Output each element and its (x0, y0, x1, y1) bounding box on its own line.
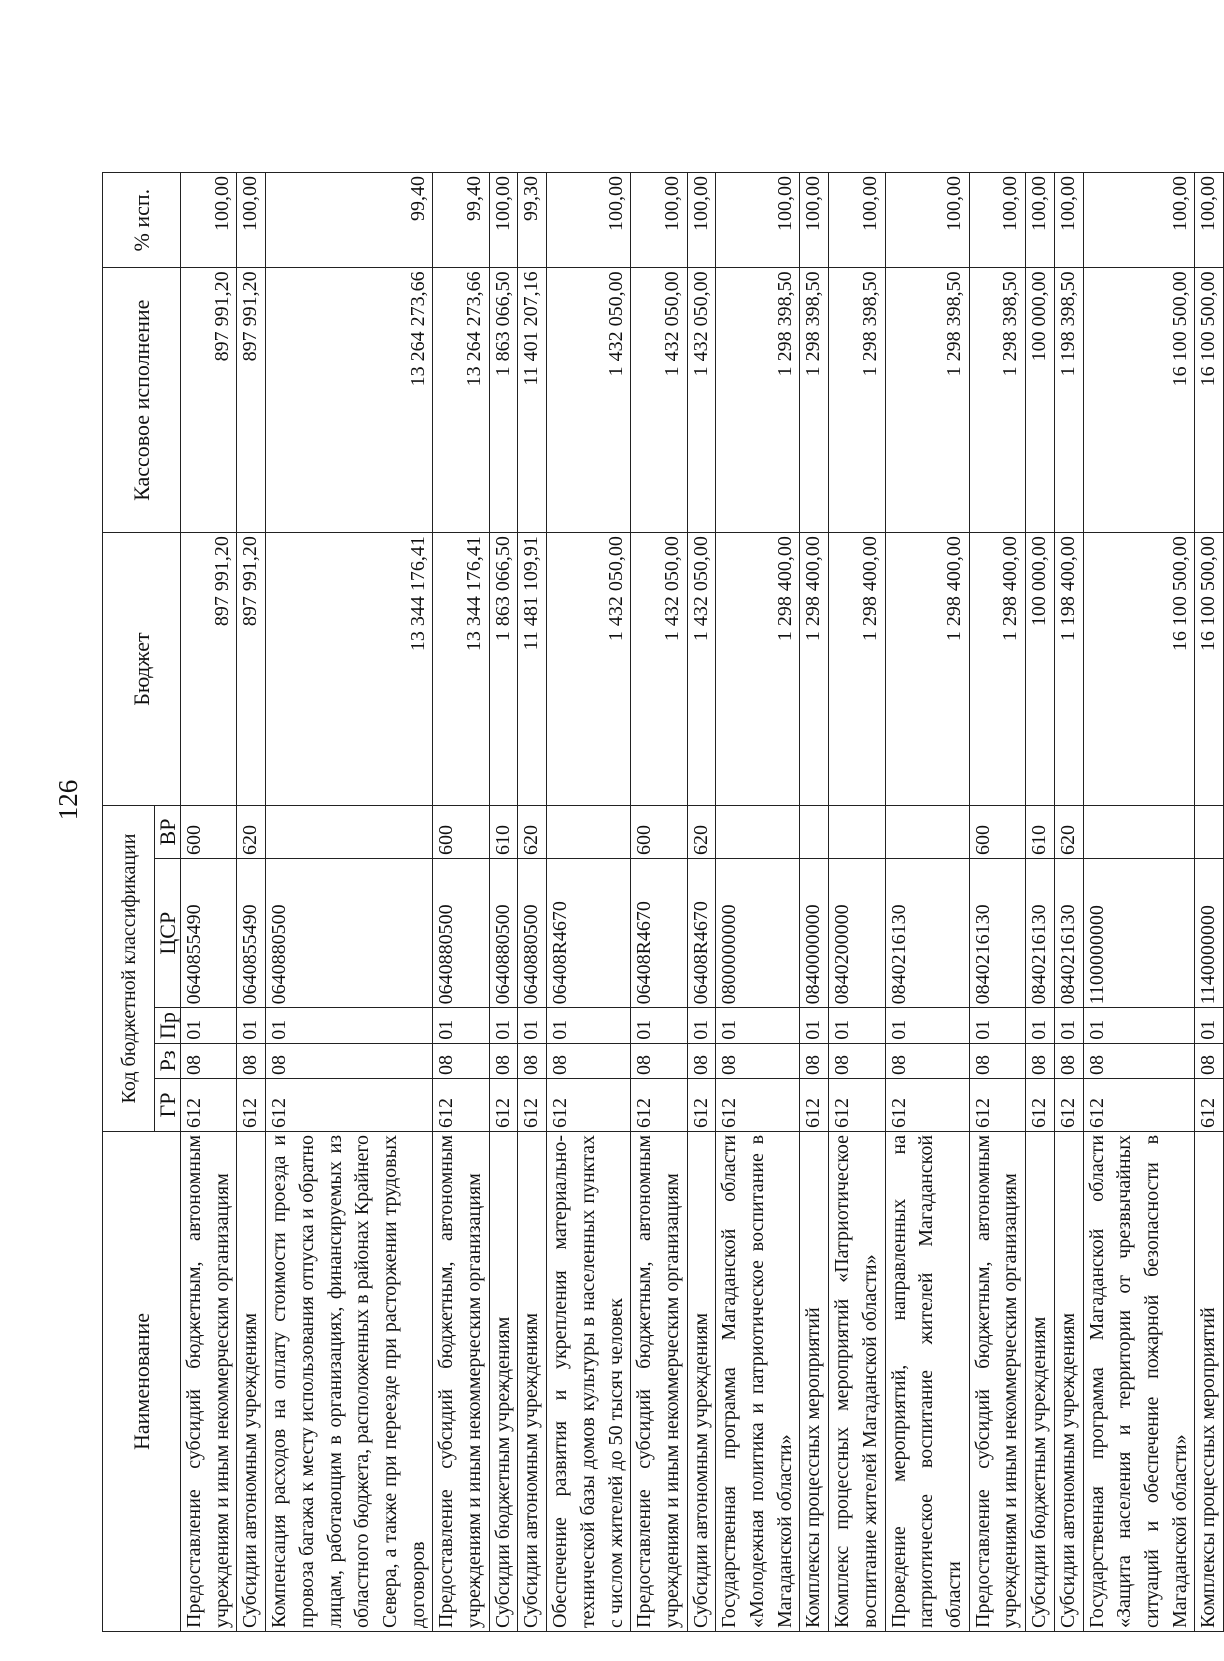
row-gr: 612 (631, 1079, 687, 1132)
row-csr: 0840216130 (1054, 859, 1083, 1008)
table-row (631, 173, 687, 1632)
row-gr: 612 (547, 1079, 631, 1132)
row-percent: 100,00 (631, 173, 687, 268)
row-cash: 1 298 398,50 (829, 268, 885, 533)
table-row (1083, 173, 1195, 1632)
row-vr: 600 (181, 806, 237, 859)
row-cash: 1 863 066,50 (489, 268, 518, 533)
row-pr: 01 (433, 1008, 489, 1043)
row-name: Субсидии автономным учреждениям (518, 1131, 547, 1631)
row-vr: 620 (687, 806, 716, 859)
row-cash: 1 432 050,00 (687, 268, 716, 533)
row-gr: 612 (181, 1079, 237, 1132)
row-budget: 1 298 400,00 (829, 533, 885, 806)
row-gr: 612 (800, 1079, 829, 1132)
row-rz: 08 (489, 1043, 518, 1078)
header-code-group: Код бюджетной классификации (103, 806, 155, 1132)
row-rz: 08 (716, 1043, 800, 1078)
row-vr: 610 (1026, 806, 1055, 859)
row-budget: 1 298 400,00 (885, 533, 969, 806)
row-percent: 100,00 (687, 173, 716, 268)
row-cash: 13 264 273,66 (266, 268, 433, 533)
row-pr: 01 (969, 1008, 1025, 1043)
row-rz: 08 (1054, 1043, 1083, 1078)
row-pr: 01 (716, 1008, 800, 1043)
row-csr: 0640855490 (237, 859, 266, 1008)
row-name: Предоставление субсидий бюджетным, автономным учреждениям и иным некоммерческим организациям (433, 1131, 489, 1631)
row-pr: 01 (829, 1008, 885, 1043)
row-cash: 897 991,20 (181, 268, 237, 533)
row-pr: 01 (800, 1008, 829, 1043)
row-percent: 100,00 (1083, 173, 1195, 268)
row-percent: 99,40 (433, 173, 489, 268)
row-rz: 08 (433, 1043, 489, 1078)
row-csr: 1100000000 (1083, 859, 1195, 1008)
row-name: Комплекс процессных мероприятий «Патриотическое воспитание жителей Магаданской области» (829, 1131, 885, 1631)
row-csr: 06408R4670 (631, 859, 687, 1008)
row-pr: 01 (181, 1008, 237, 1043)
row-name: Субсидии автономным учреждениям (1054, 1131, 1083, 1631)
row-pr: 01 (266, 1008, 433, 1043)
row-gr: 612 (1026, 1079, 1055, 1132)
row-budget: 1 863 066,50 (489, 533, 518, 806)
table-row (1054, 173, 1083, 1632)
row-name: Государственная программа Магаданской области «Защита населения и территории от чрезвычайных ситуаций и обеспечение пожарной безопасности в Магаданской области» (1083, 1131, 1195, 1631)
row-pr: 01 (489, 1008, 518, 1043)
table-row (489, 173, 518, 1632)
row-budget: 1 298 400,00 (716, 533, 800, 806)
row-csr: 0640880500 (433, 859, 489, 1008)
row-budget: 897 991,20 (237, 533, 266, 806)
header-cash: Кассовое исполнение (103, 268, 181, 533)
row-gr: 612 (433, 1079, 489, 1132)
row-cash: 11 401 207,16 (518, 268, 547, 533)
header-rz: Рз (155, 1043, 181, 1078)
row-rz: 08 (266, 1043, 433, 1078)
row-gr: 612 (687, 1079, 716, 1132)
row-rz: 08 (518, 1043, 547, 1078)
header-name: Наименование (103, 1131, 181, 1631)
row-pr: 01 (1083, 1008, 1195, 1043)
table-row (433, 173, 489, 1632)
row-name: Предоставление субсидий бюджетным, автономным учреждениям и иным некоммерческим организациям (969, 1131, 1025, 1631)
row-rz: 08 (969, 1043, 1025, 1078)
row-budget: 13 344 176,41 (266, 533, 433, 806)
row-budget: 16 100 500,00 (1083, 533, 1195, 806)
row-vr (1195, 806, 1224, 859)
row-name: Субсидии автономным учреждениям (237, 1131, 266, 1631)
row-percent: 99,40 (266, 173, 433, 268)
row-name: Проведение мероприятий, направленных на патриотическое воспитание жителей Магаданской области (885, 1131, 969, 1631)
row-name: Предоставление субсидий бюджетным, автономным учреждениям и иным некоммерческим организациям (181, 1131, 237, 1631)
header-pr: Пр (155, 1008, 181, 1043)
table-row (687, 173, 716, 1632)
row-percent: 100,00 (181, 173, 237, 268)
row-name: Субсидии бюджетным учреждениям (489, 1131, 518, 1631)
row-name: Субсидии бюджетным учреждениям (1026, 1131, 1055, 1631)
row-rz: 08 (1083, 1043, 1195, 1078)
table-row (1026, 173, 1055, 1632)
row-percent: 100,00 (829, 173, 885, 268)
row-percent: 100,00 (1026, 173, 1055, 268)
row-budget: 1 432 050,00 (687, 533, 716, 806)
row-csr: 0840216130 (885, 859, 969, 1008)
budget-execution-table (102, 172, 1224, 1632)
page-number: 126 (53, 779, 83, 821)
row-gr: 612 (829, 1079, 885, 1132)
row-cash: 1 432 050,00 (631, 268, 687, 533)
row-gr: 612 (518, 1079, 547, 1132)
row-rz: 08 (829, 1043, 885, 1078)
row-rz: 08 (1195, 1043, 1224, 1078)
table-row (266, 173, 433, 1632)
row-gr: 612 (885, 1079, 969, 1132)
rotated-page-content (102, 172, 1220, 1632)
row-cash: 897 991,20 (237, 268, 266, 533)
row-budget: 11 481 109,91 (518, 533, 547, 806)
row-pr: 01 (1054, 1008, 1083, 1043)
row-gr: 612 (716, 1079, 800, 1132)
row-pr: 01 (518, 1008, 547, 1043)
table-row (237, 173, 266, 1632)
header-csr: ЦСР (155, 859, 181, 1008)
row-vr (547, 806, 631, 859)
header-budget: Бюджет (103, 533, 181, 806)
table-row (800, 173, 829, 1632)
row-pr: 01 (1026, 1008, 1055, 1043)
row-cash: 1 432 050,00 (547, 268, 631, 533)
row-csr: 06408R4670 (687, 859, 716, 1008)
table-row (829, 173, 885, 1632)
row-csr: 0640855490 (181, 859, 237, 1008)
table-body (181, 173, 1224, 1632)
row-pr: 01 (885, 1008, 969, 1043)
row-pr: 01 (1195, 1008, 1224, 1043)
row-csr: 1140000000 (1195, 859, 1224, 1008)
row-cash: 16 100 500,00 (1195, 268, 1224, 533)
row-budget: 897 991,20 (181, 533, 237, 806)
row-gr: 612 (489, 1079, 518, 1132)
row-percent: 100,00 (716, 173, 800, 268)
row-rz: 08 (1026, 1043, 1055, 1078)
table-row (885, 173, 969, 1632)
row-name: Комплексы процессных мероприятий (800, 1131, 829, 1631)
row-gr: 612 (1083, 1079, 1195, 1132)
row-percent: 100,00 (1195, 173, 1224, 268)
row-gr: 612 (969, 1079, 1025, 1132)
row-percent: 100,00 (237, 173, 266, 268)
row-vr (266, 806, 433, 859)
row-percent: 100,00 (800, 173, 829, 268)
row-budget: 16 100 500,00 (1195, 533, 1224, 806)
row-vr: 620 (518, 806, 547, 859)
row-percent: 100,00 (885, 173, 969, 268)
table-row (716, 173, 800, 1632)
row-rz: 08 (237, 1043, 266, 1078)
row-vr (1083, 806, 1195, 859)
row-budget: 1 298 400,00 (969, 533, 1025, 806)
row-vr: 610 (489, 806, 518, 859)
row-csr: 0840200000 (829, 859, 885, 1008)
row-vr: 600 (631, 806, 687, 859)
row-percent: 100,00 (1054, 173, 1083, 268)
row-csr: 0640880500 (489, 859, 518, 1008)
row-csr: 0840216130 (969, 859, 1025, 1008)
row-percent: 100,00 (547, 173, 631, 268)
table-row (518, 173, 547, 1632)
row-pr: 01 (687, 1008, 716, 1043)
row-budget: 1 298 400,00 (800, 533, 829, 806)
row-percent: 100,00 (969, 173, 1025, 268)
header-vr: ВР (155, 806, 181, 859)
row-gr: 612 (1054, 1079, 1083, 1132)
table-header-row-1 (103, 173, 155, 1632)
row-name: Предоставление субсидий бюджетным, автономным учреждениям и иным некоммерческим организациям (631, 1131, 687, 1631)
row-name: Комплексы процессных мероприятий (1195, 1131, 1224, 1631)
row-cash: 100 000,00 (1026, 268, 1055, 533)
row-cash: 1 298 398,50 (885, 268, 969, 533)
row-pr: 01 (631, 1008, 687, 1043)
row-cash: 1 298 398,50 (969, 268, 1025, 533)
row-rz: 08 (181, 1043, 237, 1078)
row-budget: 13 344 176,41 (433, 533, 489, 806)
row-cash: 13 264 273,66 (433, 268, 489, 533)
table-row (181, 173, 237, 1632)
header-percent: % исп. (103, 173, 181, 268)
row-csr: 0800000000 (716, 859, 800, 1008)
row-vr: 620 (1054, 806, 1083, 859)
row-pr: 01 (547, 1008, 631, 1043)
row-rz: 08 (687, 1043, 716, 1078)
row-gr: 612 (266, 1079, 433, 1132)
row-cash: 16 100 500,00 (1083, 268, 1195, 533)
header-gr: ГР (155, 1079, 181, 1132)
row-percent: 99,30 (518, 173, 547, 268)
row-budget: 100 000,00 (1026, 533, 1055, 806)
row-csr: 0640880500 (518, 859, 547, 1008)
row-csr: 0640880500 (266, 859, 433, 1008)
row-csr: 0840000000 (800, 859, 829, 1008)
row-vr (829, 806, 885, 859)
row-gr: 612 (237, 1079, 266, 1132)
row-vr (716, 806, 800, 859)
row-budget: 1 198 400,00 (1054, 533, 1083, 806)
row-budget: 1 432 050,00 (547, 533, 631, 806)
row-rz: 08 (631, 1043, 687, 1078)
row-rz: 08 (800, 1043, 829, 1078)
table-row (547, 173, 631, 1632)
row-vr: 600 (433, 806, 489, 859)
row-percent: 100,00 (489, 173, 518, 268)
row-vr (800, 806, 829, 859)
row-budget: 1 432 050,00 (631, 533, 687, 806)
row-rz: 08 (885, 1043, 969, 1078)
table-row (1195, 173, 1224, 1632)
row-name: Государственная программа Магаданской области «Молодежная политика и патриотическое воспитание в Магаданской области» (716, 1131, 800, 1631)
row-vr: 620 (237, 806, 266, 859)
row-rz: 08 (547, 1043, 631, 1078)
row-vr: 600 (969, 806, 1025, 859)
row-cash: 1 198 398,50 (1054, 268, 1083, 533)
row-csr: 0840216130 (1026, 859, 1055, 1008)
row-csr: 06408R4670 (547, 859, 631, 1008)
table-row (969, 173, 1025, 1632)
row-name: Субсидии автономным учреждениям (687, 1131, 716, 1631)
row-name: Компенсация расходов на оплату стоимости проезда и провоза багажа к месту использования отпуска и обратно лицам, работающим в организациях, финансируемых из областного бюджета, расположенных в районах Крайнего Севера, а также при переезде при расторжении трудовых договоров (266, 1131, 433, 1631)
row-vr (885, 806, 969, 859)
row-pr: 01 (237, 1008, 266, 1043)
row-name: Обеспечение развития и укрепления материально-технической базы домов культуры в населенных пунктах с числом жителей до 50 тысяч человек (547, 1131, 631, 1631)
row-cash: 1 298 398,50 (800, 268, 829, 533)
row-gr: 612 (1195, 1079, 1224, 1132)
row-cash: 1 298 398,50 (716, 268, 800, 533)
